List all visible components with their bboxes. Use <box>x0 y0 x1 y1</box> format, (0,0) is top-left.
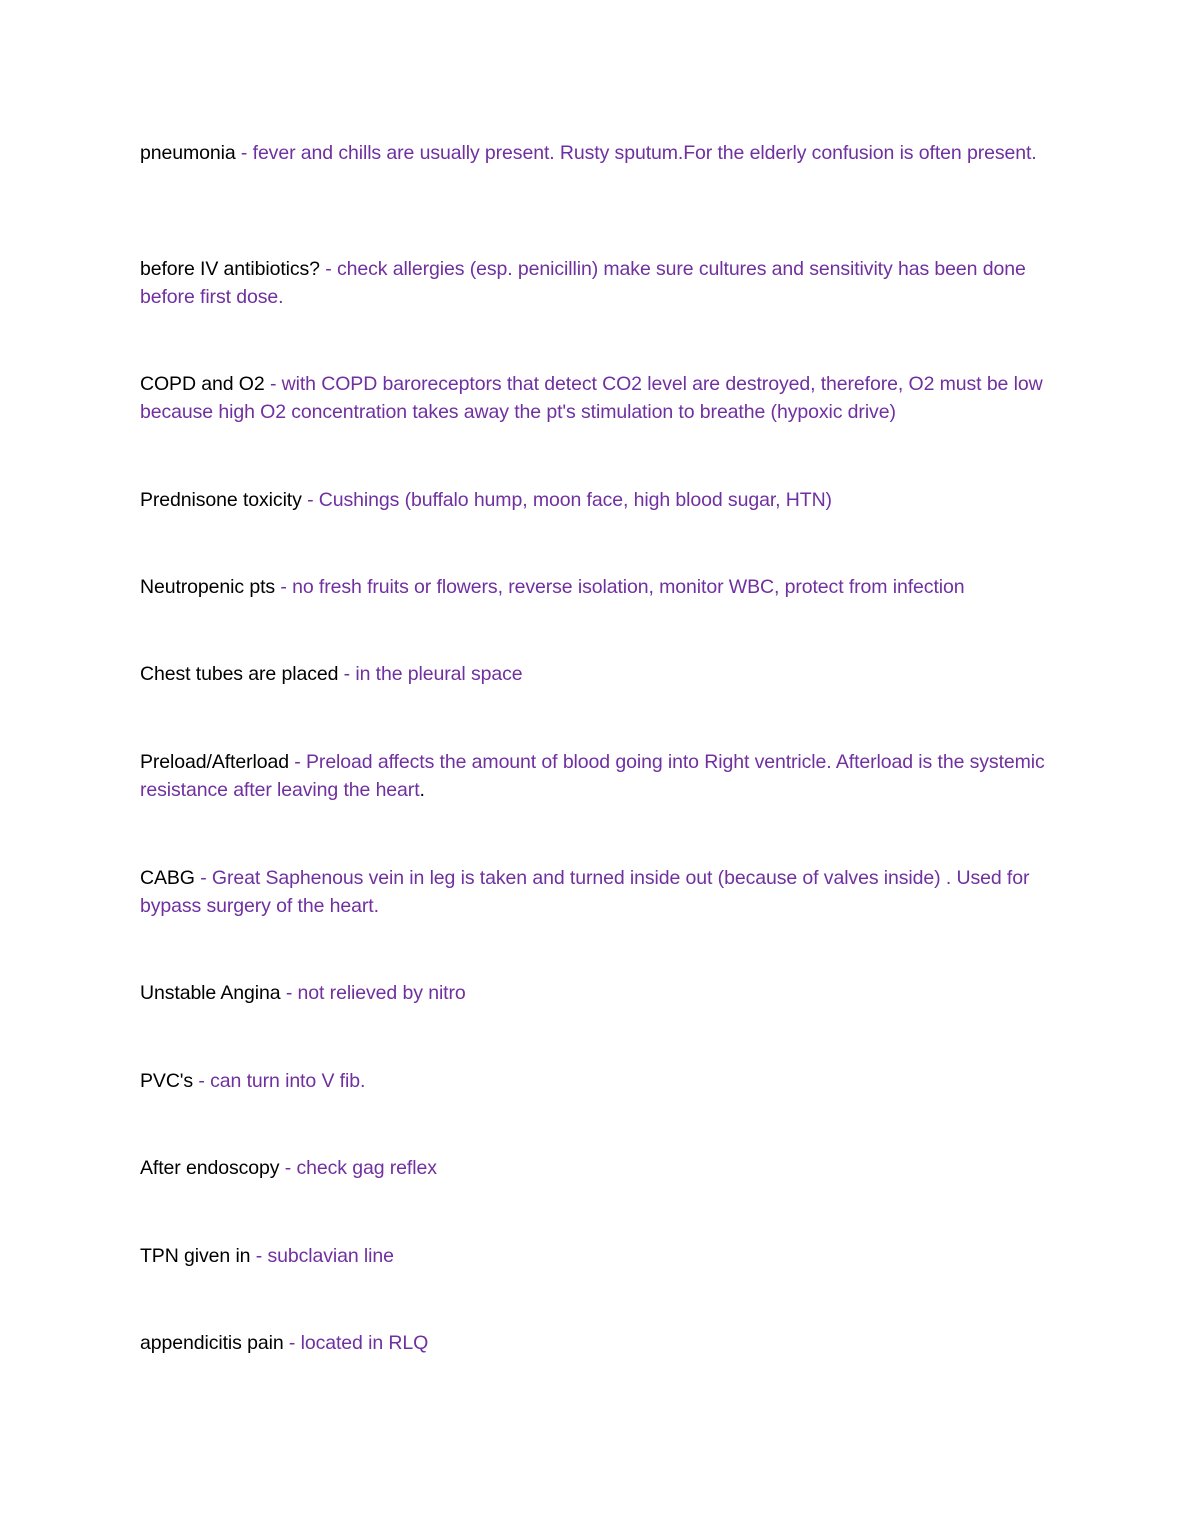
entry-definition: - check allergies (esp. penicillin) make sure cultures and sensitivity has been done before first dose. <box>140 258 1026 308</box>
entry-appendicitis <box>140 1329 1060 1357</box>
entry-term: CABG <box>140 867 195 889</box>
entry-definition: - with COPD baroreceptors that detect CO2 level are destroyed, therefore, O2 must be low because high O2 concentration takes away the pt's stimulation to breathe (hypoxic drive) <box>140 373 1043 423</box>
entry-pneumonia <box>140 139 1060 167</box>
entry-definition: - located in RLQ <box>283 1332 429 1354</box>
entry-iv-antibiotics <box>140 255 1060 311</box>
entry-definition: - in the pleural space <box>338 663 523 685</box>
entry-term: pneumonia <box>140 142 236 164</box>
entry-term: Unstable Angina <box>140 982 281 1004</box>
entry-term: Prednisone toxicity <box>140 489 302 511</box>
entry-copd-o2 <box>140 370 1060 426</box>
entry-definition: - Great Saphenous vein in leg is taken and turned inside out (because of valves inside) . Used for bypass surgery of the heart. <box>140 867 1030 917</box>
entry-unstable-angina <box>140 979 1060 1007</box>
entry-definition: - Preload affects the amount of blood going into Right ventricle. Afterload is the systemic resistance after leaving the heart <box>140 751 1045 801</box>
entry-preload-afterload <box>140 748 1060 804</box>
entry-trailing-period: . <box>419 779 425 801</box>
entry-term: COPD and O2 <box>140 373 265 395</box>
entry-definition: - fever and chills are usually present. Rusty sputum.For the elderly confusion is often present. <box>235 142 1037 164</box>
entry-after-endoscopy <box>140 1154 1060 1182</box>
entry-term: Chest tubes are placed <box>140 663 339 685</box>
entry-prednisone <box>140 486 1060 514</box>
entry-cabg <box>140 864 1060 920</box>
entry-chest-tubes <box>140 660 1060 688</box>
entry-tpn <box>140 1242 1060 1270</box>
entry-definition: - subclavian line <box>250 1245 394 1267</box>
entry-term: Preload/Afterload <box>140 751 289 773</box>
entry-term: before IV antibiotics? <box>140 258 320 280</box>
entry-definition: - Cushings (buffalo hump, moon face, high blood sugar, HTN) <box>301 489 832 511</box>
entry-term: appendicitis pain <box>140 1332 284 1354</box>
entry-definition: - can turn into V fib. <box>193 1070 366 1092</box>
entry-definition: - not relieved by nitro <box>280 982 466 1004</box>
entry-pvcs <box>140 1067 1060 1095</box>
entry-term: TPN given in <box>140 1245 251 1267</box>
entry-term: After endoscopy <box>140 1157 280 1179</box>
entry-term: PVC's <box>140 1070 194 1092</box>
entry-definition: - check gag reflex <box>279 1157 437 1179</box>
entry-definition: - no fresh fruits or flowers, reverse isolation, monitor WBC, protect from infection <box>275 576 965 598</box>
entry-term: Neutropenic pts <box>140 576 276 598</box>
entry-neutropenic <box>140 573 1060 601</box>
